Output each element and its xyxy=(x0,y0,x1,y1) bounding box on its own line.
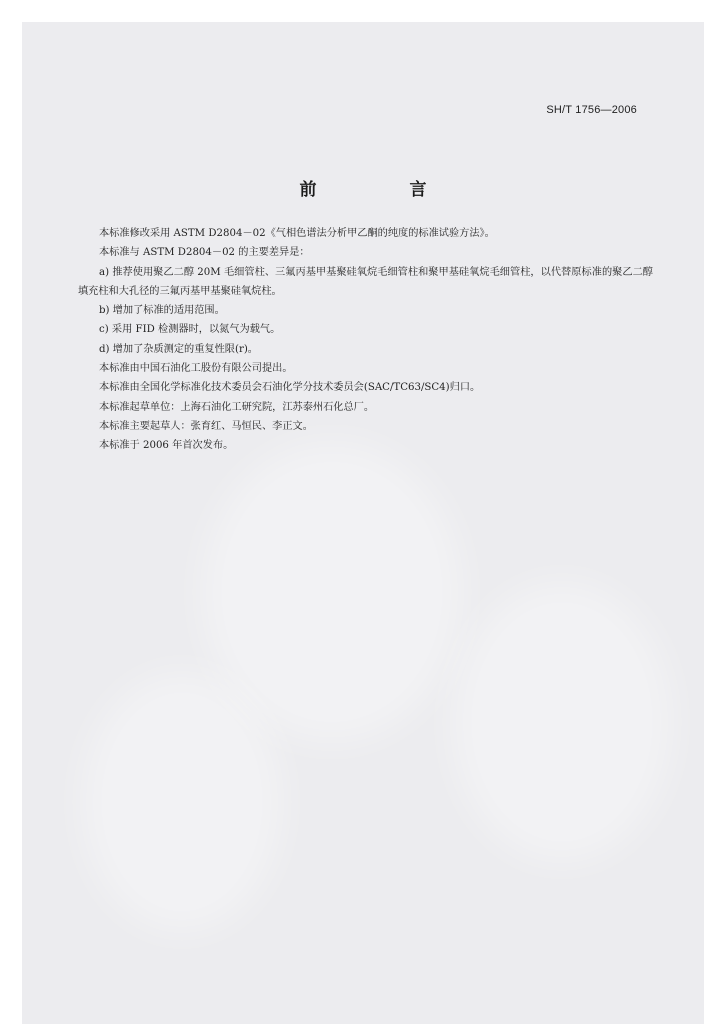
paragraph: d) 增加了杂质测定的重复性限(r)。 xyxy=(99,343,258,355)
standard-code: SH/T 1756—2006 xyxy=(546,104,637,116)
paragraph: 本标准与 ASTM D2804－02 的主要差异是： xyxy=(99,247,310,259)
paragraph: 本标准主要起草人：张育红、马恒民、李正文。 xyxy=(99,420,313,432)
paragraph: b) 增加了标准的适用范围。 xyxy=(99,305,225,317)
page-title: 前 言 xyxy=(299,180,465,200)
paragraph: 本标准于 2006 年首次发布。 xyxy=(99,440,234,452)
paragraph: a) 推荐使用聚乙二醇 20M 毛细管柱、三氟丙基甲基聚硅氧烷毛细管柱和聚甲基硅氧烷毛细管柱，以代替原标准的聚乙二醇填充柱和大孔径的三氟丙基甲基聚硅氧烷柱。 xyxy=(78,266,653,297)
scan-texture xyxy=(82,672,282,932)
document-page xyxy=(22,22,704,1024)
preface-body xyxy=(78,224,653,456)
paragraph: 本标准由全国化学标准化技术委员会石油化学分技术委员会(SAC/TC63/SC4)归口。 xyxy=(99,382,481,394)
paragraph: 本标准起草单位：上海石油化工研究院，江苏泰州石化总厂。 xyxy=(99,401,375,413)
paragraph: 本标准修改采用 ASTM D2804－02《气相色谱法分析甲乙酮的纯度的标准试验方法》。 xyxy=(99,228,495,239)
paragraph: 本标准由中国石油化工股份有限公司提出。 xyxy=(99,363,293,375)
scan-texture xyxy=(452,582,672,862)
paragraph: c) 采用 FID 检测器时，以氮气为载气。 xyxy=(99,324,281,336)
